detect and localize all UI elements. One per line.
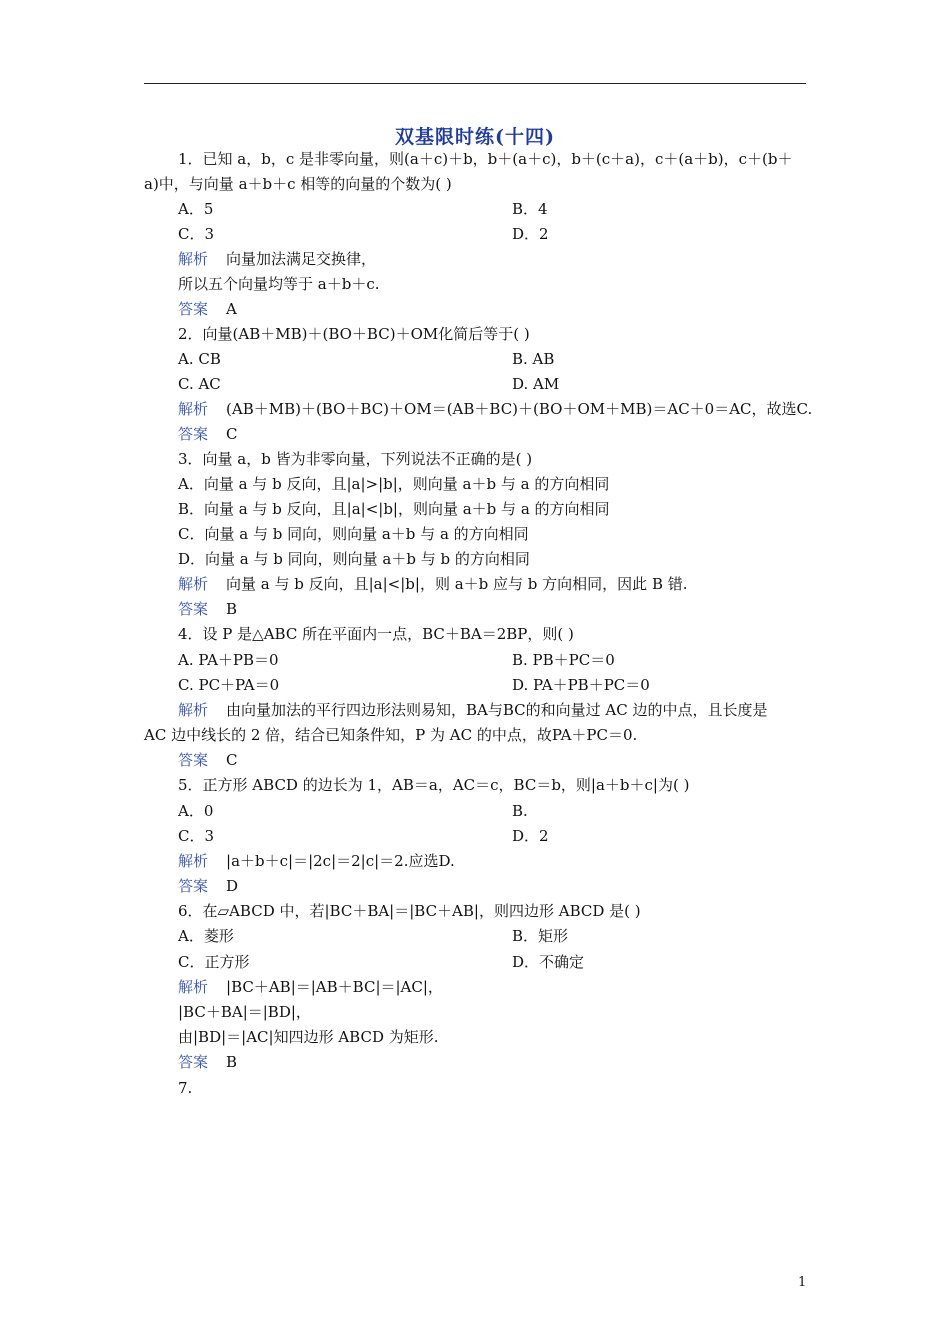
header-rule [144, 83, 806, 84]
q6-option-b: B．矩形 [512, 927, 569, 945]
q1-stem-line2: a)中，与向量 a＋b＋c 相等的向量的个数为( ) [144, 175, 452, 193]
q5-analysis: 解析 |a＋b＋c|＝|2c|＝2|c|＝2.应选D. [178, 852, 455, 870]
q5-option-b: B. [512, 802, 528, 820]
q6-analysis: 解析 |BC＋AB|＝|AB＋BC|＝|AC|， [178, 978, 443, 996]
q6-option-a: A．菱形 [178, 927, 234, 945]
q4-option-c: C. PC＋PA＝0 [178, 676, 280, 694]
q1-option-c: C．3 [178, 225, 215, 243]
q3-stem: 3．向量 a，b 皆为非零向量，下列说法不正确的是( ) [178, 450, 533, 468]
q1-option-d: D．2 [512, 225, 549, 243]
q6-answer: 答案 B [178, 1053, 238, 1071]
q7-stem: 7. [178, 1079, 193, 1097]
q6-option-c: C．正方形 [178, 953, 250, 971]
q6-analysis-line2: |BC＋BA|＝|BD|， [178, 1003, 311, 1021]
answer-label: 答案 [178, 425, 209, 443]
q3-analysis: 解析 向量 a 与 b 反向，且|a|<|b|，则 a＋b 应与 b 方向相同，因此 B 错. [178, 575, 688, 593]
q1-option-b: B．4 [512, 200, 548, 218]
analysis-label: 解析 [178, 852, 209, 870]
q5-option-d: D．2 [512, 827, 549, 845]
q4-analysis-line2: AC 边中线长的 2 倍，结合已知条件知，P 为 AC 的中点，故PA＋PC＝0. [144, 726, 638, 744]
q5-stem: 5．正方形 ABCD 的边长为 1，AB＝a，AC＝c，BC＝b，则|a＋b＋c|为( ) [178, 776, 690, 794]
page-title: 双基限时练(十四) [395, 126, 555, 148]
q2-stem: 2．向量(AB＋MB)＋(BO＋BC)＋OM化简后等于( ) [178, 325, 530, 343]
analysis-label: 解析 [178, 575, 209, 593]
q2-analysis: 解析 (AB＋MB)＋(BO＋BC)＋OM＝(AB＋BC)＋(BO＋OM＋MB)＝AC＋0＝AC，故选C. [178, 400, 813, 418]
answer-label: 答案 [178, 300, 209, 318]
q5-option-c: C．3 [178, 827, 215, 845]
q2-option-c: C. AC [178, 375, 221, 393]
analysis-label: 解析 [178, 701, 209, 719]
answer-label: 答案 [178, 600, 209, 618]
q2-option-d: D. AM [512, 375, 560, 393]
q5-answer: 答案 D [178, 877, 239, 895]
q1-analysis: 解析 向量加法满足交换律， [178, 250, 377, 268]
q4-stem: 4．设 P 是△ABC 所在平面内一点，BC＋BA＝2BP，则( ) [178, 625, 574, 643]
page-number: 1 [798, 1275, 807, 1290]
analysis-label: 解析 [178, 400, 209, 418]
q6-option-d: D．不确定 [512, 953, 585, 971]
analysis-label: 解析 [178, 978, 209, 996]
q2-option-b: B. AB [512, 350, 555, 368]
analysis-label: 解析 [178, 250, 209, 268]
q4-analysis: 解析 由向量加法的平行四边形法则易知，BA与BC的和向量过 AC 边的中点，且长度是 [178, 701, 768, 719]
q1-stem-line1: 1．已知 a，b，c 是非零向量，则(a＋c)＋b，b＋(a＋c)，b＋(c＋a)，c＋(a＋b)，c＋(b＋ [178, 150, 793, 168]
q5-option-a: A．0 [178, 802, 214, 820]
q4-option-b: B. PB＋PC＝0 [512, 651, 615, 669]
answer-label: 答案 [178, 1053, 209, 1071]
q1-option-a: A．5 [178, 200, 214, 218]
q4-option-d: D. PA＋PB＋PC＝0 [512, 676, 650, 694]
answer-label: 答案 [178, 751, 209, 769]
q6-stem: 6．在▱ABCD 中，若|BC＋BA|＝|BC＋AB|，则四边形 ABCD 是( ) [178, 902, 641, 920]
q3-answer: 答案 B [178, 600, 238, 618]
q1-analysis-line2: 所以五个向量均等于 a＋b＋c. [178, 275, 380, 293]
q2-option-a: A. CB [178, 350, 221, 368]
q4-option-a: A. PA＋PB＝0 [178, 651, 279, 669]
q6-analysis-line3: 由|BD|＝|AC|知四边形 ABCD 为矩形. [178, 1028, 439, 1046]
answer-label: 答案 [178, 877, 209, 895]
q3-option-d: D．向量 a 与 b 同向，则向量 a＋b 与 b 的方向相同 [178, 550, 530, 568]
q3-option-c: C．向量 a 与 b 同向，则向量 a＋b 与 a 的方向相同 [178, 525, 529, 543]
q3-option-b: B．向量 a 与 b 反向，且|a|<|b|，则向量 a＋b 与 a 的方向相同 [178, 500, 610, 518]
q4-answer: 答案 C [178, 751, 238, 769]
q1-answer: 答案 A [178, 300, 237, 318]
q2-answer: 答案 C [178, 425, 238, 443]
q3-option-a: A．向量 a 与 b 反向，且|a|>|b|，则向量 a＋b 与 a 的方向相同 [178, 475, 610, 493]
